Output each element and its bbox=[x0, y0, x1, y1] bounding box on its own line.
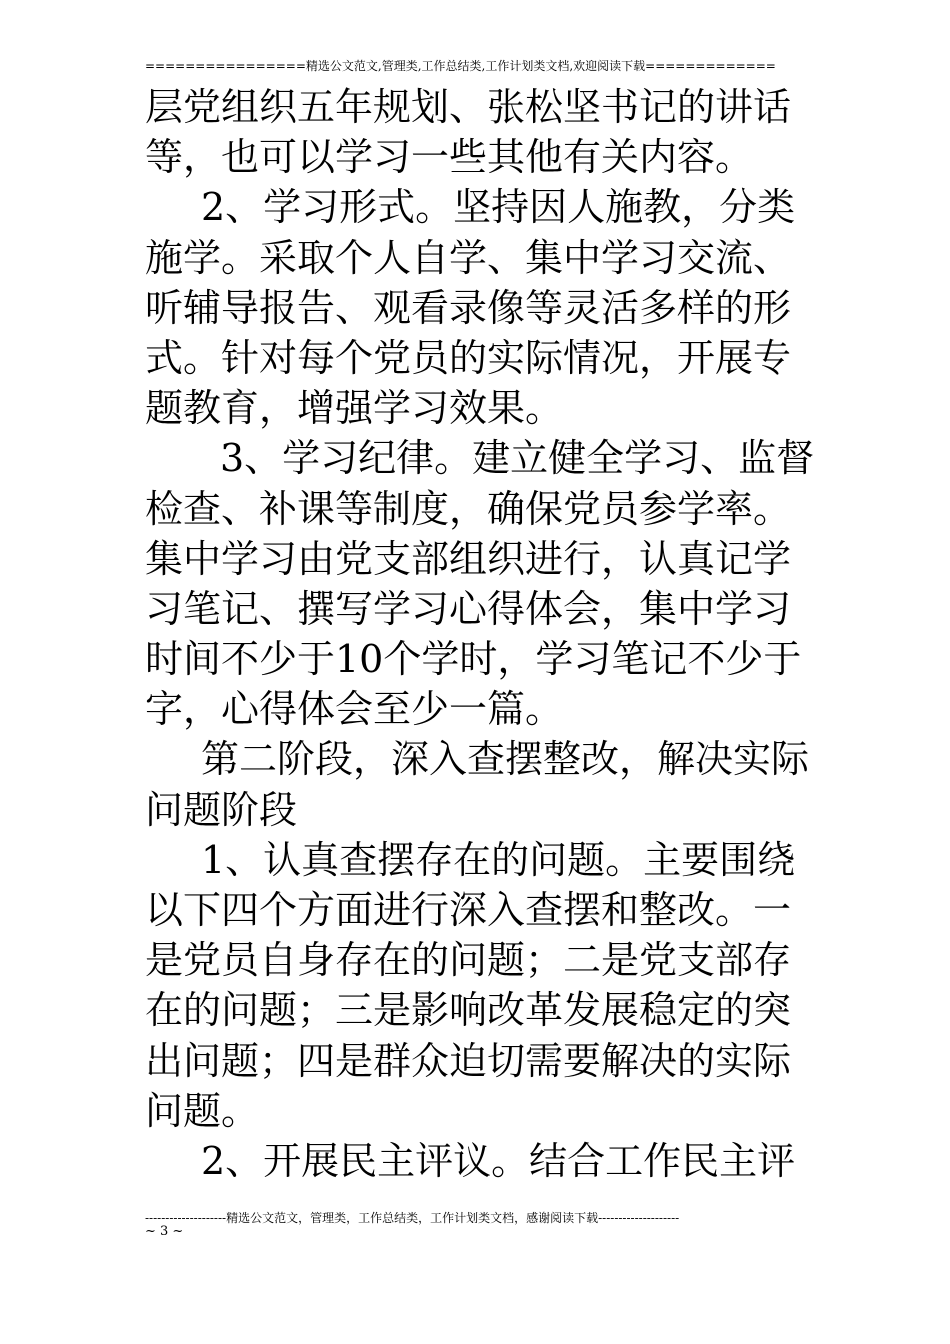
section-heading-line: 第二阶段，深入查摆整改，解决实际 bbox=[201, 737, 810, 782]
paragraph-line: 在的问题；三是影响改革发展稳定的突 bbox=[145, 988, 792, 1033]
page-number: ~ 3 ~ bbox=[145, 1224, 184, 1239]
paragraph-line: 3、学习纪律。建立健全学习、监督 bbox=[220, 436, 815, 481]
paragraph-line: 问题。 bbox=[145, 1088, 260, 1133]
paragraph-line: 层党组织五年规划、张松坚书记的讲话 bbox=[145, 85, 792, 129]
section-heading-line: 问题阶段 bbox=[145, 787, 298, 832]
body-text bbox=[145, 82, 817, 1186]
paragraph-line: 2、学习形式。坚持因人施教，分类 bbox=[201, 185, 796, 230]
paragraph-line: 1、认真查摆存在的问题。主要围绕 bbox=[201, 837, 796, 882]
paragraph-line: 习笔记、撰写学习心得体会，集中学习 bbox=[145, 586, 792, 631]
paragraph-line: 出问题；四是群众迫切需要解决的实际 bbox=[145, 1038, 792, 1083]
paragraph-line: 是党员自身存在的问题；二是党支部存 bbox=[145, 938, 792, 983]
paragraph-line: 集中学习由党支部组织进行，认真记学 bbox=[145, 536, 792, 581]
paragraph-line: 施学。采取个人自学、集中学习交流、 bbox=[145, 235, 792, 280]
paragraph-line: 时间不少于10个学时，学习笔记不少于 bbox=[145, 637, 802, 682]
paragraph-line: 等，也可以学习一些其他有关内容。 bbox=[145, 135, 754, 180]
footer-banner: --------------------精选公文范文，管理类，工作总结类，工作计划类文档，感谢阅读下载-------------------- bbox=[145, 1211, 680, 1225]
header-banner: ================精选公文范文,管理类,工作总结类,工作计划类文档,欢迎阅读下载============= bbox=[145, 59, 776, 73]
paragraph-line: 题教育，增强学习效果。 bbox=[145, 386, 564, 431]
paragraph-line: 式。针对每个党员的实际情况，开展专 bbox=[145, 335, 792, 380]
paragraph-line: 检查、补课等制度，确保党员参学率。 bbox=[145, 486, 792, 531]
paragraph-line: 2、开展民主评议。结合工作民主评 bbox=[201, 1138, 796, 1183]
paragraph-line: 听辅导报告、观看录像等灵活多样的形 bbox=[145, 285, 792, 330]
paragraph-line: 以下四个方面进行深入查摆和整改。一 bbox=[145, 888, 792, 932]
paragraph-line: 字，心得体会至少一篇。 bbox=[145, 687, 564, 732]
